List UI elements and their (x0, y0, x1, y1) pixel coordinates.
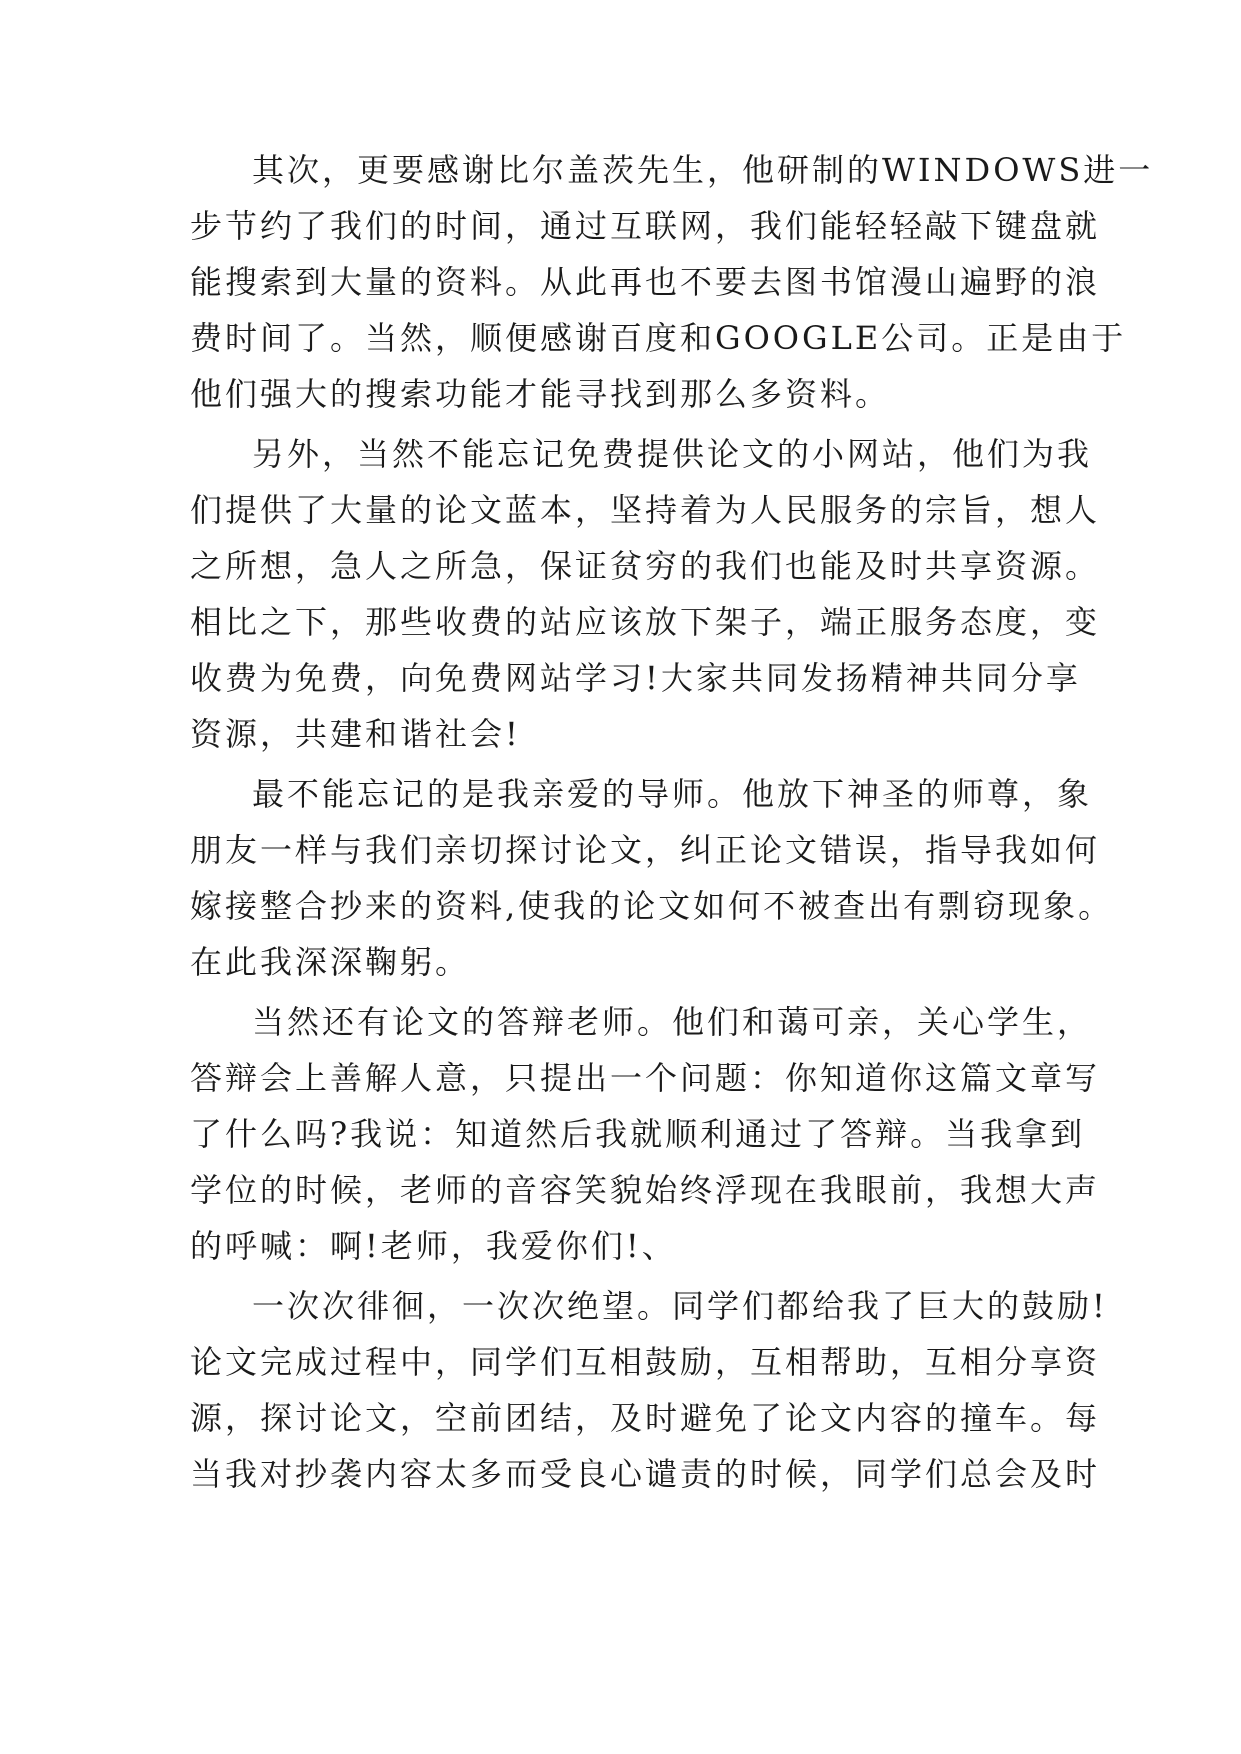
paragraph-5-line-3: 源，探讨论文，空前团结，及时避免了论文内容的撞车。每 (190, 1399, 1101, 1437)
paragraph-1-line-1: 其次，更要感谢比尔盖茨先生，他研制的WINDOWS进一 (252, 151, 1154, 189)
paragraph-2-line-1: 另外，当然不能忘记免费提供论文的小网站，他们为我 (252, 435, 1093, 473)
paragraph-1-line-5: 他们强大的搜索功能才能寻找到那么多资料。 (190, 375, 891, 413)
paragraph-3-line-3: 嫁接整合抄来的资料,使我的论文如何不被查出有剽窃现象。 (190, 887, 1114, 925)
paragraph-4-line-3: 了什么吗?我说：知道然后我就顺利通过了答辩。当我拿到 (190, 1115, 1086, 1153)
paragraph-2-line-4: 相比之下，那些收费的站应该放下架子，端正服务态度，变 (190, 603, 1101, 641)
paragraph-1-line-2: 步节约了我们的时间，通过互联网，我们能轻轻敲下键盘就 (190, 207, 1101, 245)
paragraph-1-line-3: 能搜索到大量的资料。从此再也不要去图书馆漫山遍野的浪 (190, 263, 1101, 301)
paragraph-5-line-1: 一次次徘徊，一次次绝望。同学们都给我了巨大的鼓励! (252, 1287, 1108, 1325)
paragraph-2-line-5: 收费为免费，向免费网站学习!大家共同发扬精神共同分享 (190, 659, 1081, 697)
paragraph-4-line-2: 答辩会上善解人意，只提出一个问题：你知道你这篇文章写 (190, 1059, 1101, 1097)
paragraph-4-line-1: 当然还有论文的答辩老师。他们和蔼可亲，关心学生， (252, 1003, 1093, 1041)
paragraph-3-line-2: 朋友一样与我们亲切探讨论文，纠正论文错误，指导我如何 (190, 831, 1101, 869)
paragraph-2-line-6: 资源，共建和谐社会! (190, 715, 521, 753)
paragraph-3-line-4: 在此我深深鞠躬。 (190, 943, 471, 981)
paragraph-3-line-1: 最不能忘记的是我亲爱的导师。他放下神圣的师尊，象 (252, 775, 1093, 813)
paragraph-5-line-4: 当我对抄袭内容太多而受良心谴责的时候，同学们总会及时 (190, 1455, 1101, 1493)
paragraph-4-line-4: 学位的时候，老师的音容笑貌始终浮现在我眼前，我想大声 (190, 1171, 1101, 1209)
paragraph-5-line-2: 论文完成过程中，同学们互相鼓励，互相帮助，互相分享资 (190, 1343, 1101, 1381)
paragraph-2-line-3: 之所想，急人之所急，保证贫穷的我们也能及时共享资源。 (190, 547, 1101, 585)
paragraph-2-line-2: 们提供了大量的论文蓝本，坚持着为人民服务的宗旨，想人 (190, 491, 1101, 529)
paragraph-1-line-4: 费时间了。当然，顺便感谢百度和GOOGLE公司。正是由于 (190, 319, 1127, 357)
paragraph-4-line-5: 的呼喊：啊!老师，我爱你们!、 (190, 1227, 677, 1265)
